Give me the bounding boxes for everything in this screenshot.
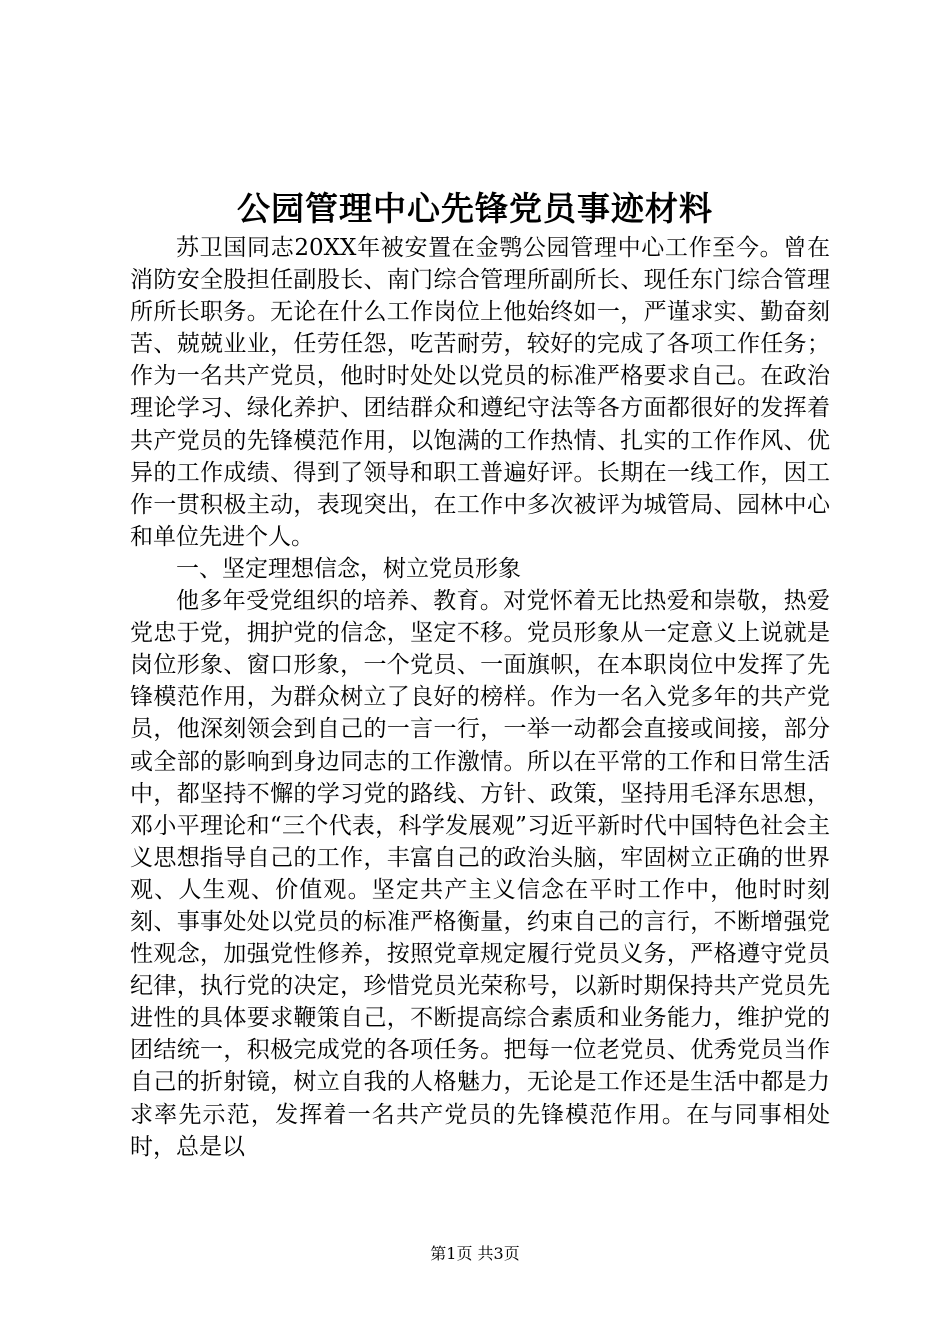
paragraph-section-1: 他多年受党组织的培养、教育。对党怀着无比热爱和崇敬，热爱党忠于党，拥护党的信念，坚定不移。党员形象从一定意义上说就是岗位形象、窗口形象，一个党员、一面旗帜，在本职岗位中发挥了先锋模范作用，为群众树立了良好的榜样。作为一名入党多年的共产党员，他深刻领会到自己的一言一行，一举一动都会直接或间接，部分或全部的影响到身边同志的工作激情。所以在平常的工作和日常生活中，都坚持不懈的学习党的路线、方针、政策，坚持用毛泽东思想，邓小平理论和“三个代表，科学发展观”习近平新时代中国特色社会主义思想指导自己的工作，丰富自己的政治头脑，牢固树立正确的世界观、人生观、价值观。坚定共产主义信念在平时工作中，他时时刻刻、事事处处以党员的标准严格衡量，约束自己的言行，不断增强党性观念，加强党性修养，按照党章规定履行党员义务，严格遵守党员纪律，执行党的决定，珍惜党员光荣称号，以新时期保持共产党员先进性的具体要求鞭策自己，不断提高综合素质和业务能力，维护党的团结统一，积极完成党的各项任务。把每一位老党员、优秀党员当作自己的折射镜，树立自我的人格魅力，无论是工作还是生活中都是力求率先示范，发挥着一名共产党员的先锋模范作用。在与同事相处时，总是以	[130, 588, 830, 1160]
document-body	[130, 232, 830, 1163]
document-title: 公园管理中心先锋党员事迹材料	[237, 189, 713, 228]
section-heading: 一、坚定理想信念，树立党员形象	[176, 555, 521, 582]
paragraph-intro: 苏卫国同志20XX年被安置在金鹗公园管理中心工作至今。曾在消防安全股担任副股长、南门综合管理所副所长、现任东门综合管理所所长职务。无论在什么工作岗位上他始终如一，严谨求实、勤奋刻苦、兢兢业业，任劳任怨，吃苦耐劳，较好的完成了各项工作任务；作为一名共产党员，他时时处处以党员的标准严格要求自己。在政治理论学习、绿化养护、团结群众和遵纪守法等各方面都很好的发挥着共产党员的先锋模范作用，以饱满的工作热情、扎实的工作作风、优异的工作成绩、得到了领导和职工普遍好评。长期在一线工作，因工作一贯积极主动，表现突出，在工作中多次被评为城管局、园林中心和单位先进个人。	[130, 235, 830, 550]
page-footer: 第1页 共3页	[430, 1244, 520, 1263]
